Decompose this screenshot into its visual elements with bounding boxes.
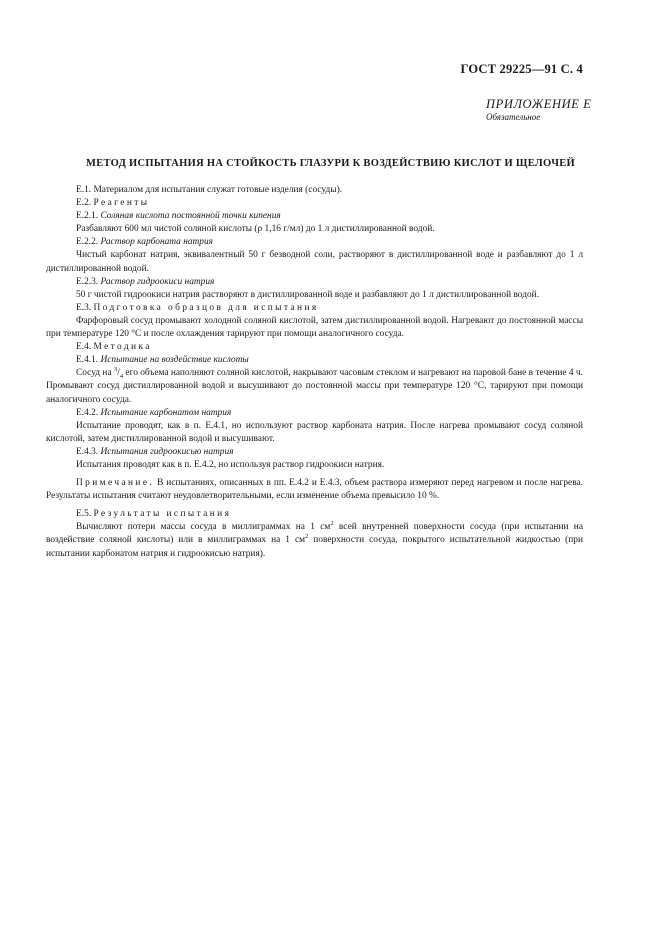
clause-heading: Испытание карбонатом натрия (100, 407, 232, 418)
note (46, 477, 583, 503)
fraction-numerator: 3 (113, 366, 118, 374)
clause-heading: Соляная кислота постоянной точки кипения (100, 211, 281, 222)
clause-number: Е.4.1. (76, 355, 99, 366)
superscript: 2 (330, 520, 334, 528)
clause-e2 (46, 197, 583, 210)
clause-e4-2-heading (46, 407, 583, 420)
clause-number: Е.3. (76, 302, 92, 313)
clause-e4-2-text: Испытание проводят, как в п. Е.4.1, но используют раствор карбоната натрия. После нагрева промывают сосуд соляной кислотой, затем дистиллированной водой и высушивают. (46, 420, 583, 444)
text-run: Сосуд на (76, 368, 114, 379)
page-header: ГОСТ 29225—91 С. 4 (460, 62, 583, 76)
clause-e2-3-heading (46, 276, 583, 289)
clause-e4-1-text: Сосуд на $^3/_4$ его объема наполняют соляной кислотой, накрывают часовым стеклом и нагревают на паровой бане в течение 4 ч. Промывают сосуд дистиллированной водой и высушивают до постоянной массы при температуре 120 °С, тарируют при помощи аналогичного сосуда. (46, 366, 583, 405)
clause-number: Е.4.3. (76, 446, 99, 457)
clause-e2-2-heading (46, 236, 583, 249)
clause-text: Материалом для испытания служат готовые изделия (сосуды). (93, 185, 343, 195)
section-title: МЕТОД ИСПЫТАНИЯ НА СТОЙКОСТЬ ГЛАЗУРИ К ВОЗДЕЙСТВИЮ КИСЛОТ И ЩЕЛОЧЕЙ (85, 158, 576, 169)
clause-number: Е.4.2. (76, 407, 99, 418)
annex-status: Обязательное (486, 112, 541, 122)
clause-e4 (46, 341, 583, 354)
text-run: всей внутренней поверхности сосуда (при испытании на воздействие соляной кислоты) или в миллиграммах на 1 см (46, 522, 583, 546)
clause-e4-3-text: Испытания проводят как в п. Е.4.2, но используя раствор гидроокиси натрия. (76, 459, 385, 470)
document-body (46, 184, 583, 561)
text-run: его объема наполняют соляной кислотой, накрывают часовым стеклом и нагревают на паровой бане в течение 4 ч. Промывают сосуд дистиллированной водой и высушивают до постоянной массы при температуре 120 °С, тарируют при помощи аналогичного сосуда. (46, 368, 583, 405)
clause-e5-text (46, 521, 583, 560)
clause-number: Е.2.1. (76, 211, 99, 222)
note-text: В испытаниях, описанных в пп. Е.4.2 и Е.4.3, объем раствора измеряют перед нагревом и после нагрева. Результаты испытания считают неудовлетворительными, если изменение объема превысило 10 %. (46, 478, 584, 502)
superscript: 2 (305, 533, 309, 541)
clause-e4-1-heading (46, 354, 583, 367)
fraction-denominator: 4 (119, 373, 124, 381)
annex-title: ПРИЛОЖЕНИЕ Е (486, 97, 592, 111)
clause-heading: Методика (93, 342, 152, 353)
clause-heading: Реагенты (93, 198, 150, 209)
clause-heading: Результаты испытания (93, 509, 232, 520)
note-label: Примечание. (76, 478, 155, 489)
text-run: Вычисляют потери массы сосуда в миллиграммах на 1 см (76, 522, 331, 533)
clause-e1 (46, 184, 583, 197)
clause-e3-heading (46, 302, 583, 315)
clause-number: Е.2.3. (76, 276, 99, 287)
clause-number: Е.5. (76, 509, 92, 520)
clause-heading: Испытание на воздействие кислоты (100, 355, 249, 366)
clause-heading: Раствор карбоната натрия (100, 237, 214, 248)
clause-number: Е.2.2. (76, 237, 99, 248)
text-run: поверхности сосуда, покрытого испытательной жидкостью (при испытании карбонатом натрия и гидроокисью натрия). (46, 535, 583, 559)
clause-heading: Испытания гидроокисью натрия (100, 446, 234, 457)
clause-e2-1-text: Разбавляют 600 мл чистой соляной кислоты (ρ 1,16 г/мл) до 1 л дистиллированной водой. (76, 224, 435, 235)
clause-e3-text: Фарфоровый сосуд промывают холодной соляной кислотой, затем дистиллированной водой. Нагревают до постоянной массы при температуре 120 °С и после охлаждения тарируют при помощи аналогичного сосуда. (46, 315, 583, 340)
clause-heading: Раствор гидроокиси натрия (100, 276, 215, 287)
clause-number: Е.4. (76, 342, 92, 353)
clause-heading: Подготовка образцов для испытания (93, 302, 319, 313)
clause-e4-3-heading (46, 446, 583, 459)
clause-number: Е.2. (76, 198, 92, 209)
clause-e2-3-text: 50 г чистой гидроокиси натрия растворяют в дистиллированной воде и разбавляют до 1 л дистиллированной водой. (76, 289, 540, 300)
clause-e2-2-text: Чистый карбонат натрия, эквивалентный 50 г безводной соли, растворяют в дистиллированной воде и разбавляют до 1 л дистиллированной водой. (46, 250, 583, 274)
clause-e5-heading (46, 508, 583, 521)
clause-e2-1-heading (46, 210, 583, 223)
clause-number: Е.1. (76, 185, 92, 195)
